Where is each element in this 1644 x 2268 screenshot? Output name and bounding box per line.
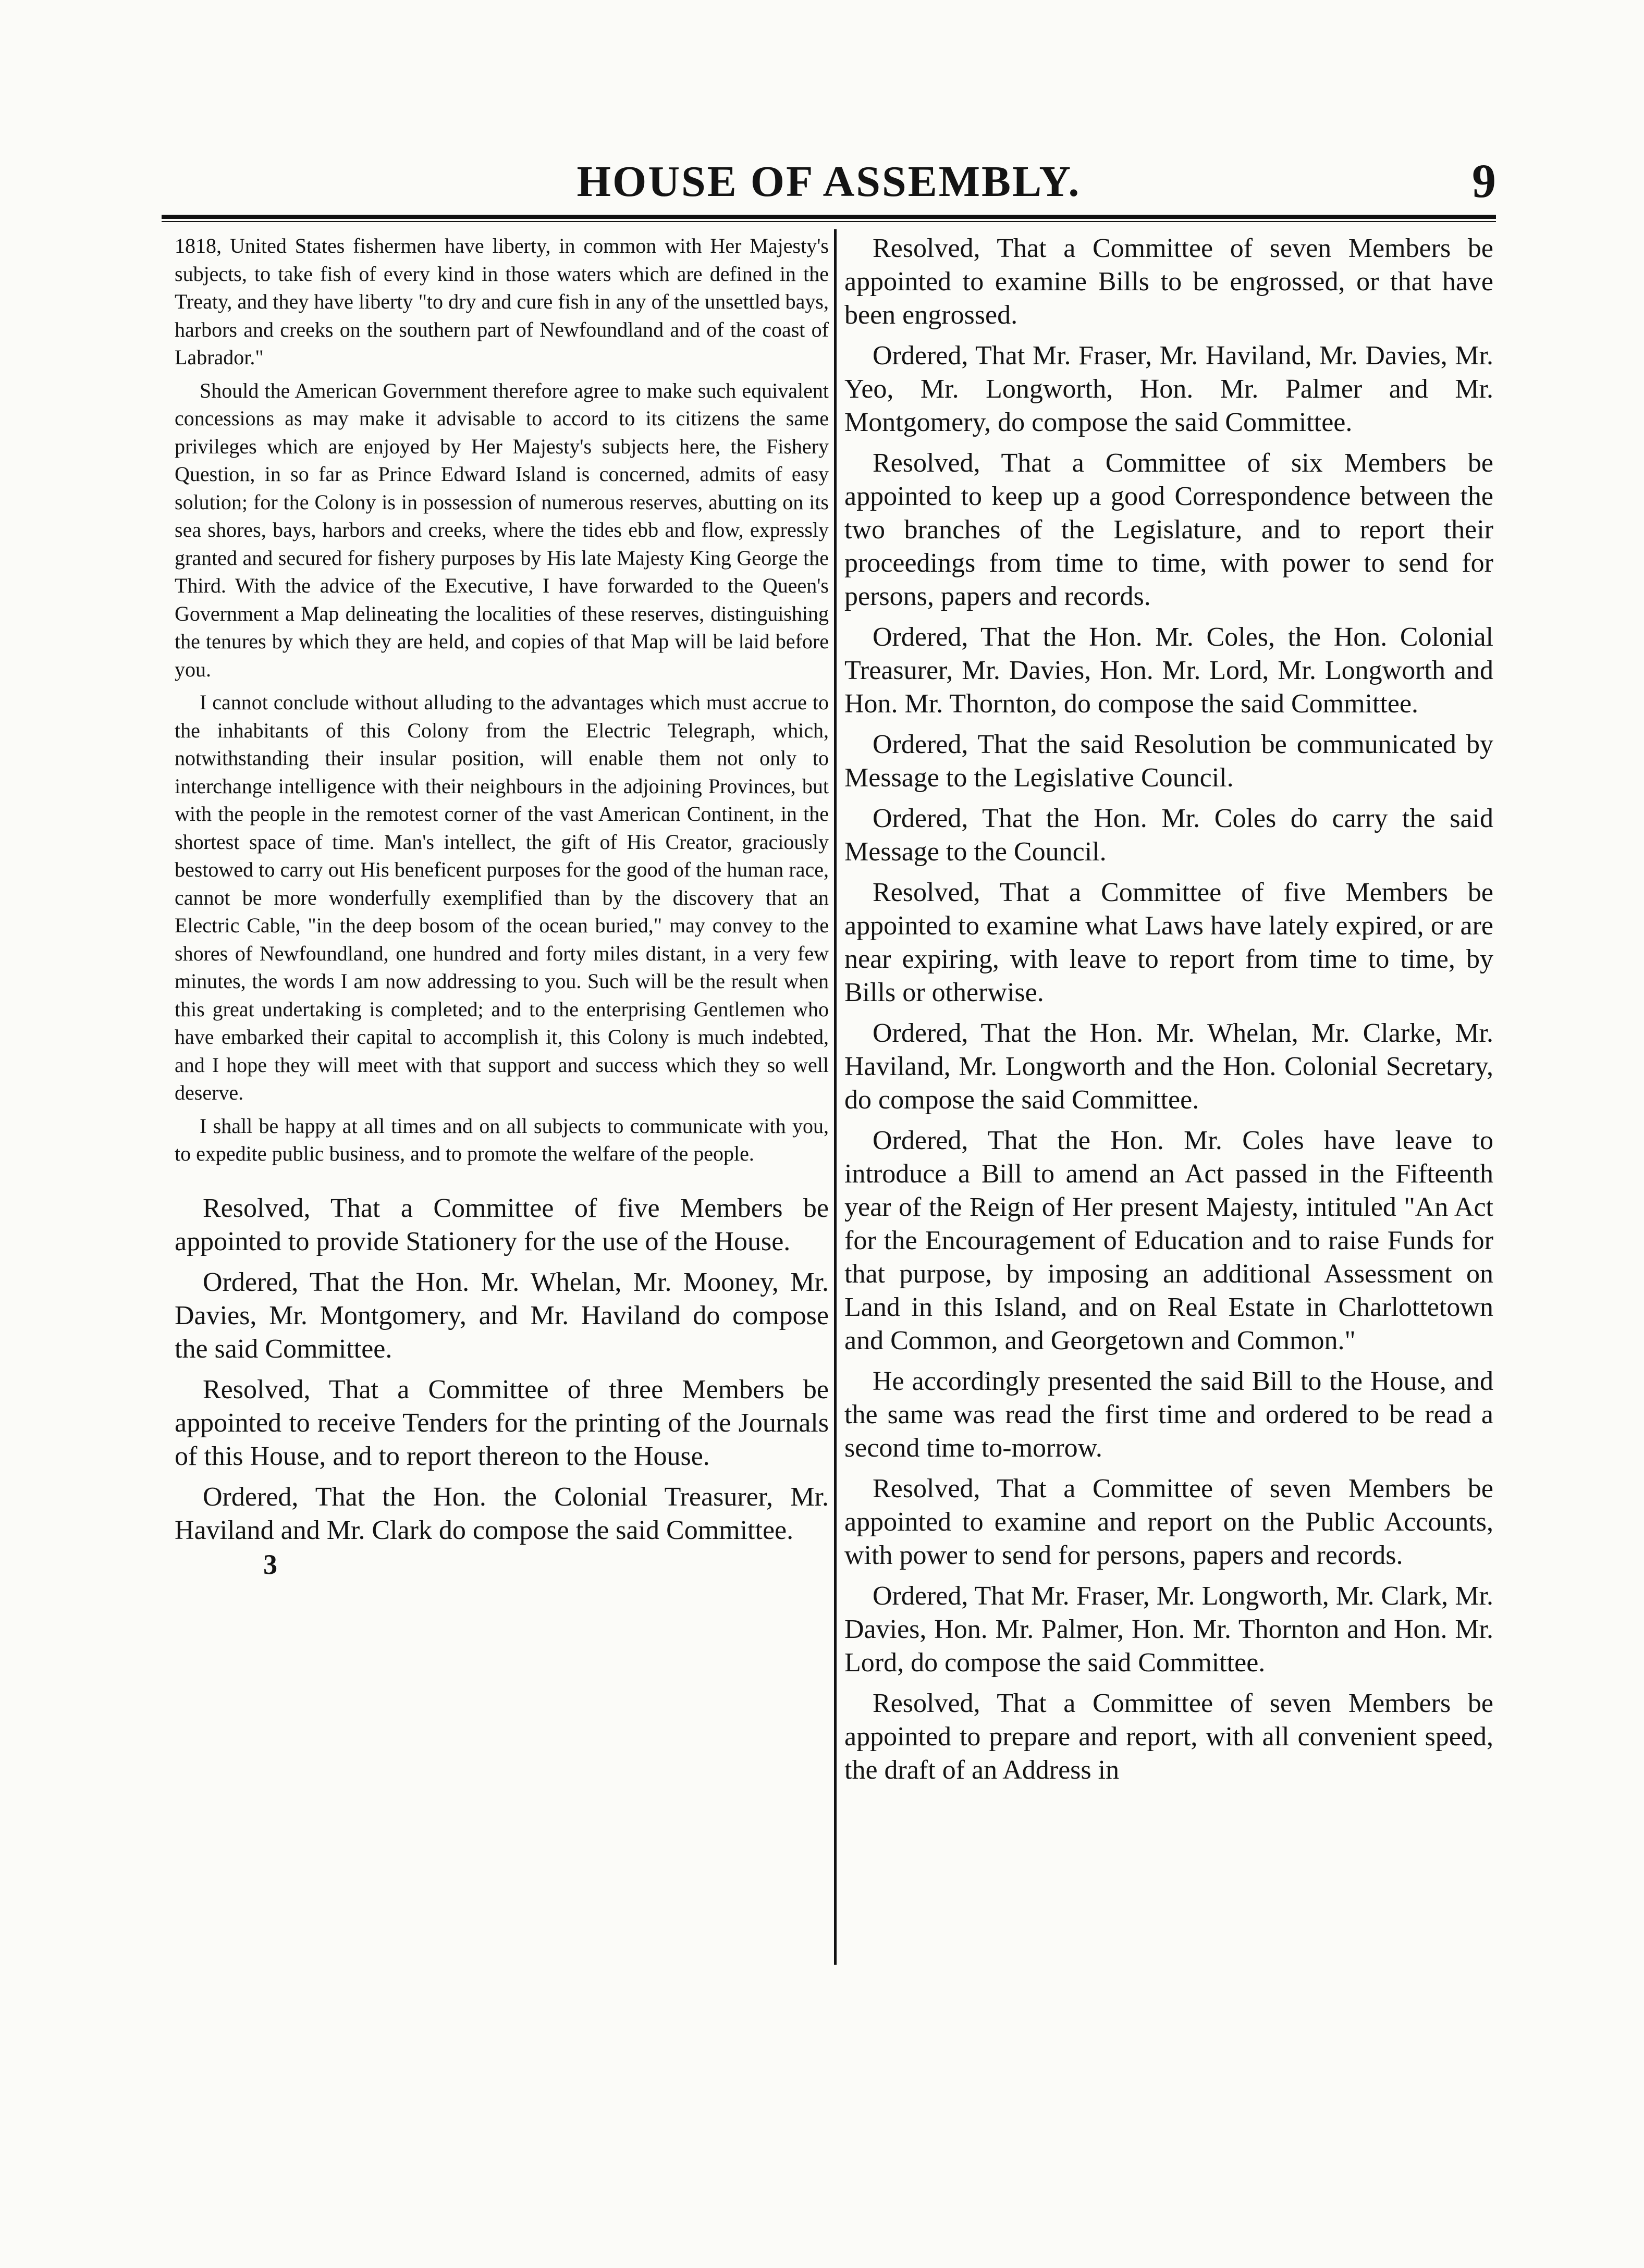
- header-rule: [162, 215, 1496, 222]
- proceeding-paragraph: Ordered, That the Hon. the Colonial Treasurer, Mr. Haviland and Mr. Clark do compose the said Committee.: [175, 1482, 829, 1545]
- proceeding-paragraph: Resolved, That a Committee of three Members be appointed to receive Tenders for the printing of the Journals of this House, and to report thereon to the House.: [175, 1374, 829, 1471]
- page-title: HOUSE OF ASSEMBLY.: [576, 157, 1081, 206]
- proceeding-paragraph: Ordered, That the Hon. Mr. Whelan, Mr. Clarke, Mr. Haviland, Mr. Longworth and the Hon. Colonial Secretary, do compose the said Committee.: [844, 1018, 1493, 1115]
- column-divider: [834, 229, 837, 1965]
- proceeding-paragraph: Ordered, That the Hon. Mr. Coles have leave to introduce a Bill to amend an Act passed in the Fifteenth year of the Reign of Her present Majesty, intituled "An Act for the Encouragement of Education and to raise Funds for that purpose, by imposing an additional Assessment on Land in this Island, and on Real Estate in Charlottetown and Common, and Georgetown and Common.": [844, 1126, 1493, 1355]
- proceeding-paragraph: Ordered, That Mr. Fraser, Mr. Longworth, Mr. Clark, Mr. Davies, Hon. Mr. Palmer, Hon. Mr. Thornton and Hon. Mr. Lord, do compose the said Committee.: [844, 1581, 1493, 1678]
- speech-text: [175, 232, 829, 1168]
- proceeding-paragraph: Resolved, That a Committee of seven Members be appointed to examine Bills to be engrossed, or that have been engrossed.: [844, 233, 1493, 330]
- left-column: [175, 232, 829, 1581]
- speech-paragraph: Should the American Government therefore agree to make such equivalent concessions as may make it advisable to accord to its citizens the same privileges which are enjoyed by Her Majesty's subjects here, the Fishery Question, in so far as Prince Edward Island is concerned, admits of easy solution; for the Colony is in possession of numerous reserves, abutting on its sea shores, bays, harbors and creeks, where the tides ebb and flow, expressly granted and secured for fishery purposes by His late Majesty King George the Third. With the advice of the Executive, I have forwarded to the Queen's Government a Map delineating the localities of these reserves, distinguishing the tenures by which they are held, and copies of that Map will be laid before you.: [175, 378, 829, 681]
- left-proceedings: [175, 1192, 829, 1547]
- right-column: [844, 232, 1493, 1787]
- speech-paragraph: I cannot conclude without alluding to the advantages which must accrue to the inhabitants of this Colony from the Electric Telegraph, which, notwithstanding their insular position, will enable them not only to interchange intelligence with their neighbours in the adjoining Provinces, but with the people in the remotest corner of the vast American Continent, in the shortest space of time. Man's intellect, the gift of His Creator, graciously bestowed to carry out His beneficent purposes for the good of the human race, cannot be more wonderfully exemplified than by the discovery that an Electric Cable, "in the deep bosom of the ocean buried," may convey to the shores of Newfoundland, one hundred and forty miles distant, in a very few minutes, the words I am now addressing to you. Such will be the result when this great undertaking is completed; and to the enterprising Gentlemen who have embarked their capital to accomplish it, this Colony is much indebted, and I hope they will meet with that support and success which they so well deserve.: [175, 691, 829, 1104]
- proceeding-paragraph: Ordered, That the said Resolution be communicated by Message to the Legislative Council.: [844, 730, 1493, 793]
- page-header: [162, 156, 1496, 214]
- proceeding-paragraph: Resolved, That a Committee of seven Members be appointed to examine and report on the Public Accounts, with power to send for persons, papers and records.: [844, 1474, 1493, 1570]
- page-number: 9: [1472, 154, 1496, 207]
- proceeding-paragraph: He accordingly presented the said Bill to the House, and the same was read the first time and ordered to be read a second time to-morrow.: [844, 1366, 1493, 1463]
- proceeding-paragraph: Resolved, That a Committee of seven Members be appointed to prepare and report, with all convenient speed, the draft of an Address in: [844, 1688, 1493, 1785]
- proceeding-paragraph: Resolved, That a Committee of six Members be appointed to keep up a good Correspondence between the two branches of the Legislature, and to report their proceedings from time to time, with power to send for persons, papers and records.: [844, 448, 1493, 611]
- right-proceedings: [844, 232, 1493, 1787]
- proceeding-paragraph: Ordered, That Mr. Fraser, Mr. Haviland, Mr. Davies, Mr. Yeo, Mr. Longworth, Hon. Mr. Palmer and Mr. Montgomery, do compose the said Committee.: [844, 341, 1493, 437]
- proceeding-paragraph: Resolved, That a Committee of five Members be appointed to provide Stationery for the use of the House.: [175, 1193, 829, 1256]
- speech-paragraph: 1818, United States fishermen have liberty, in common with Her Majesty's subjects, to take fish of every kind in those waters which are defined in the Treaty, and they have liberty "to dry and cure fish in any of the unsettled bays, harbors and creeks on the southern part of Newfoundland and of the coast of Labrador.": [175, 234, 829, 369]
- proceeding-paragraph: Ordered, That the Hon. Mr. Coles do carry the said Message to the Council.: [844, 804, 1493, 867]
- folio-signature: 3: [263, 1548, 277, 1580]
- proceeding-paragraph: Ordered, That the Hon. Mr. Whelan, Mr. Mooney, Mr. Davies, Mr. Montgomery, and Mr. Haviland do compose the said Committee.: [175, 1267, 829, 1364]
- speech-paragraph: I shall be happy at all times and on all subjects to communicate with you, to expedite public business, and to promote the welfare of the people.: [175, 1114, 829, 1165]
- proceeding-paragraph: Resolved, That a Committee of five Members be appointed to examine what Laws have lately expired, or are near expiring, with leave to report from time to time, by Bills or otherwise.: [844, 878, 1493, 1007]
- proceeding-paragraph: Ordered, That the Hon. Mr. Coles, the Hon. Colonial Treasurer, Mr. Davies, Hon. Mr. Lord, Mr. Longworth and Hon. Mr. Thornton, do compose the said Committee.: [844, 622, 1493, 719]
